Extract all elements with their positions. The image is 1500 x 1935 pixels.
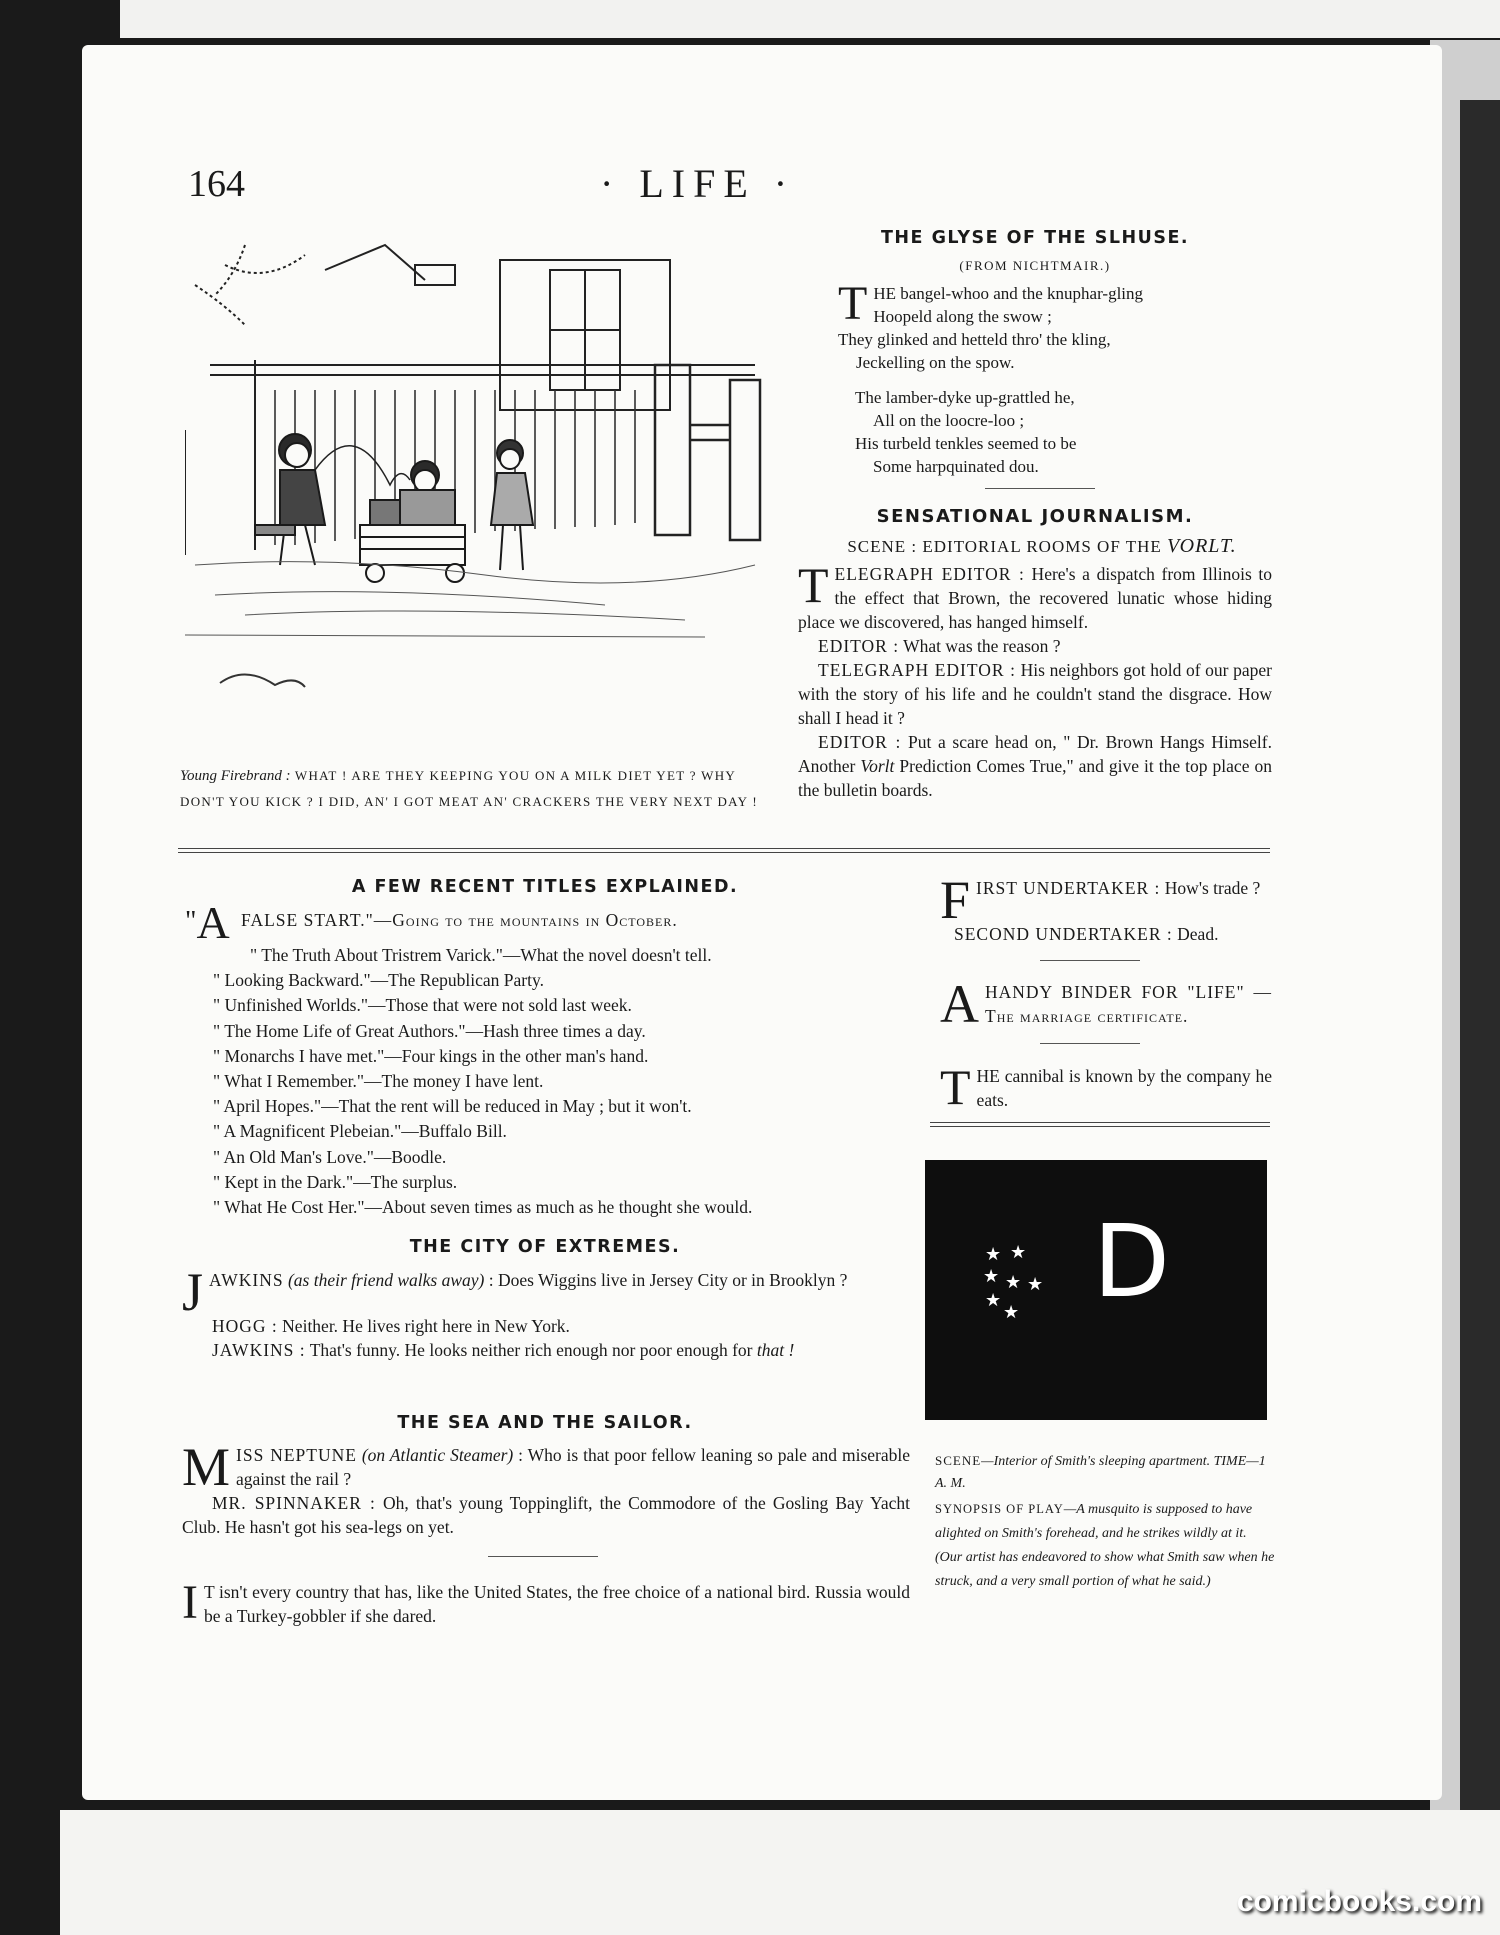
undertaker-dropcap: F (940, 870, 971, 930)
section-double-rule (178, 848, 1270, 853)
speaker: SECOND UNDERTAKER : (954, 924, 1173, 944)
speaker: EDITOR : (818, 636, 900, 656)
scene-label: SCENE : EDITORIAL ROOMS OF THE (847, 537, 1168, 556)
dialogue: Neither. He lives right here in New York. (277, 1316, 570, 1336)
sensational-scene (812, 535, 1272, 558)
stage-direction: (on Atlantic Steamer) (361, 1445, 514, 1465)
caption-speaker: Young Firebrand : (180, 768, 291, 784)
cartoon-caption (180, 763, 780, 815)
glyse-line: Some harpquinated dou. (873, 457, 1039, 476)
speaker: HOGG : (212, 1316, 278, 1336)
panel-letter: D (1093, 1203, 1171, 1320)
sea-dropcap: M (182, 1437, 231, 1497)
extremes-body (182, 1262, 910, 1362)
extremes-dropcap: J (182, 1262, 204, 1322)
caption-text: WHAT ! ARE THEY KEEPING YOU ON A MILK DIET YET ? WHY DON'T YOU KICK ? I DID, AN' I GOT MEAT AN' CRACKERS THE VERY NEXT DAY ! (180, 768, 759, 809)
star-icon: ★ (983, 1266, 1000, 1287)
star-cluster (925, 1160, 1267, 1420)
glyse-line: They glinked and hetteld thro' the kling, (838, 330, 1111, 349)
title-entry: " The Home Life of Great Authors."—Hash three times a day. (213, 1020, 646, 1041)
titles-first-line: FALSE START."—Going to the mountains in October. (235, 910, 678, 930)
cartoon-drawing (185, 225, 765, 725)
dialogue: Prediction Comes True," and give it the top place on the bulletin boards. (798, 756, 1272, 800)
divider (1040, 960, 1140, 961)
divider (488, 1556, 598, 1557)
title-entry: " April Hopes."—That the rent will be reduced in May ; but it won't. (213, 1096, 692, 1117)
titles-dropcap: A (196, 897, 230, 948)
scene-label: SCENE (935, 1453, 982, 1468)
dialogue: : Does Wiggins live in Jersey City or in Brooklyn ? (484, 1270, 848, 1290)
scene-text: —Interior of Smith's sleeping apartment. TIME—1 A. M. (935, 1454, 1266, 1491)
star-icon: ★ (985, 1244, 1002, 1265)
glyse-line: All on the loocre-loo ; (873, 411, 1025, 430)
paper-name: Vorlt (860, 756, 895, 776)
sea-body (182, 1437, 910, 1539)
speaker: TELEGRAPH EDITOR : (818, 660, 1017, 680)
title-entry: " Looking Backward."—The Republican Party. (213, 970, 544, 991)
sensational-body (798, 557, 1273, 802)
glyse-source: (FROM NICHTMAIR.) (959, 258, 1111, 273)
cartoon-illustration (185, 225, 765, 725)
star-icon: ★ (1003, 1302, 1020, 1323)
dialogue: Dead. (1172, 924, 1219, 944)
scene-paper: VORLT. (1167, 535, 1237, 557)
open-quote: " (185, 906, 197, 937)
glyse-line: Hoopeld along the swow ; (873, 307, 1052, 326)
stage-direction: (as their friend walks away) (287, 1270, 485, 1290)
synopsis-text: —A musquito is supposed to have alighted on Smith's forehead, and he strikes wildly at it. (Our artist has endeavored to show what Smith saw when he struck, and a very small portion of what he said.) (935, 1502, 1275, 1589)
titles-heading: A FEW RECENT TITLES EXPLAINED. (351, 877, 739, 897)
glyse-stanza-1 (838, 277, 1268, 374)
dialogue: What was the reason ? (899, 636, 1061, 656)
bird-paragraph (182, 1576, 910, 1629)
dialogue: Here's a dispatch from Illinois to the effect that Brown, the recovered lunatic whose hiding place we discovered, has hanged himself. (798, 564, 1273, 632)
site-watermark: comicbooks.com (1236, 1885, 1482, 1918)
dialogue: That's funny. He looks neither rich enough nor poor enough for (305, 1340, 757, 1360)
cannibal-joke (940, 1059, 1272, 1115)
glyse-line: Jeckelling on the spow. (856, 353, 1015, 372)
cannibal-dropcap: T (940, 1059, 971, 1115)
title-entry: " Unfinished Worlds."—Those that were not sold last week. (213, 995, 632, 1016)
masthead-title: · LIFE · (600, 161, 796, 206)
speaker: MR. SPINNAKER : (212, 1493, 376, 1513)
adjacent-page-shadow (1460, 100, 1500, 1810)
titles-list (185, 897, 915, 1220)
dialogue: Put a scare head on, " Dr. Brown Hangs Himself. Another (798, 732, 1272, 776)
sensational-dropcap: T (798, 557, 829, 613)
title-entry: " The Truth About Tristrem Varick."—What the novel doesn't tell. (250, 945, 712, 965)
divider (985, 488, 1095, 489)
sensational-title: SENSATIONAL JOURNALISM. (876, 506, 1194, 527)
cannibal-text: HE cannibal is known by the company he eats. (976, 1066, 1272, 1110)
title-entry: " Kept in the Dark."—The surplus. (213, 1171, 458, 1192)
extremes-title: THE CITY OF EXTREMES. (409, 1237, 681, 1257)
dialogue: : Who is that poor fellow leaning so pale and miserable against the rail ? (236, 1445, 910, 1489)
binder-dropcap: A (940, 974, 979, 1034)
page-number: 164 (188, 163, 245, 205)
speaker: IRST UNDERTAKER : (976, 878, 1161, 898)
night-scene-panel (925, 1160, 1267, 1420)
binder-joke (940, 974, 1272, 1034)
play-synopsis (935, 1497, 1275, 1594)
scan-top-edge (120, 0, 1500, 38)
glyse-line: His turbeld tenkles seemed to be (855, 434, 1077, 453)
title-entry: " A Magnificent Plebeian."—Buffalo Bill. (213, 1121, 507, 1142)
synopsis-label: SYNOPSIS OF PLAY (935, 1502, 1064, 1516)
title-entry: " An Old Man's Love."—Boodle. (213, 1146, 447, 1167)
glyse-dropcap: T (838, 277, 868, 330)
dialogue: His neighbors got hold of our paper with the story of his life and he couldn't stand the disgrace. How shall I head it ? (798, 660, 1273, 728)
bird-dropcap: I (182, 1576, 198, 1629)
speaker: ELEGRAPH EDITOR : (834, 564, 1025, 584)
emphasis: that ! (756, 1340, 795, 1360)
star-icon: ★ (1027, 1274, 1044, 1295)
dialogue: Oh, that's young Toppinglift, the Commodore of the Gosling Bay Yacht Club. He hasn't got his sea-legs on yet. (182, 1493, 910, 1537)
artist-signature (220, 674, 305, 687)
title-entry: " What He Cost Her."—About seven times as much as he thought she would. (213, 1197, 753, 1218)
star-icon: ★ (985, 1290, 1002, 1311)
star-icon: ★ (1010, 1242, 1027, 1263)
glyse-line: HE bangel-whoo and the knuphar-gling (873, 284, 1144, 303)
undertaker-joke (940, 870, 1272, 946)
title-entry: " What I Remember."—The money I have lent. (213, 1071, 544, 1092)
binder-text: HANDY BINDER FOR "LIFE" —The marriage certificate. (985, 982, 1272, 1026)
glyse-title: THE GLYSE OF THE SLHUSE. (880, 228, 1190, 248)
speaker: ISS NEPTUNE (236, 1445, 357, 1465)
glyse-stanza-2 (855, 386, 1275, 478)
sea-title: THE SEA AND THE SAILOR. (397, 1413, 693, 1433)
bird-text: T isn't every country that has, like the United States, the free choice of a national bird. Russia would be a Turkey-gobbler if she dared. (203, 1582, 910, 1626)
speaker: AWKINS (209, 1270, 284, 1290)
speaker: JAWKINS : (212, 1340, 306, 1360)
speaker: EDITOR : (818, 732, 902, 752)
dialogue: How's trade ? (1160, 878, 1261, 898)
title-entry: " Monarchs I have met."—Four kings in the other man's hand. (213, 1045, 649, 1066)
play-scene-caption (935, 1450, 1275, 1495)
glyse-line: The lamber-dyke up-grattled he, (855, 388, 1075, 407)
star-icon: ★ (1005, 1272, 1022, 1293)
section-double-rule (930, 1122, 1270, 1127)
divider (1040, 1043, 1140, 1044)
